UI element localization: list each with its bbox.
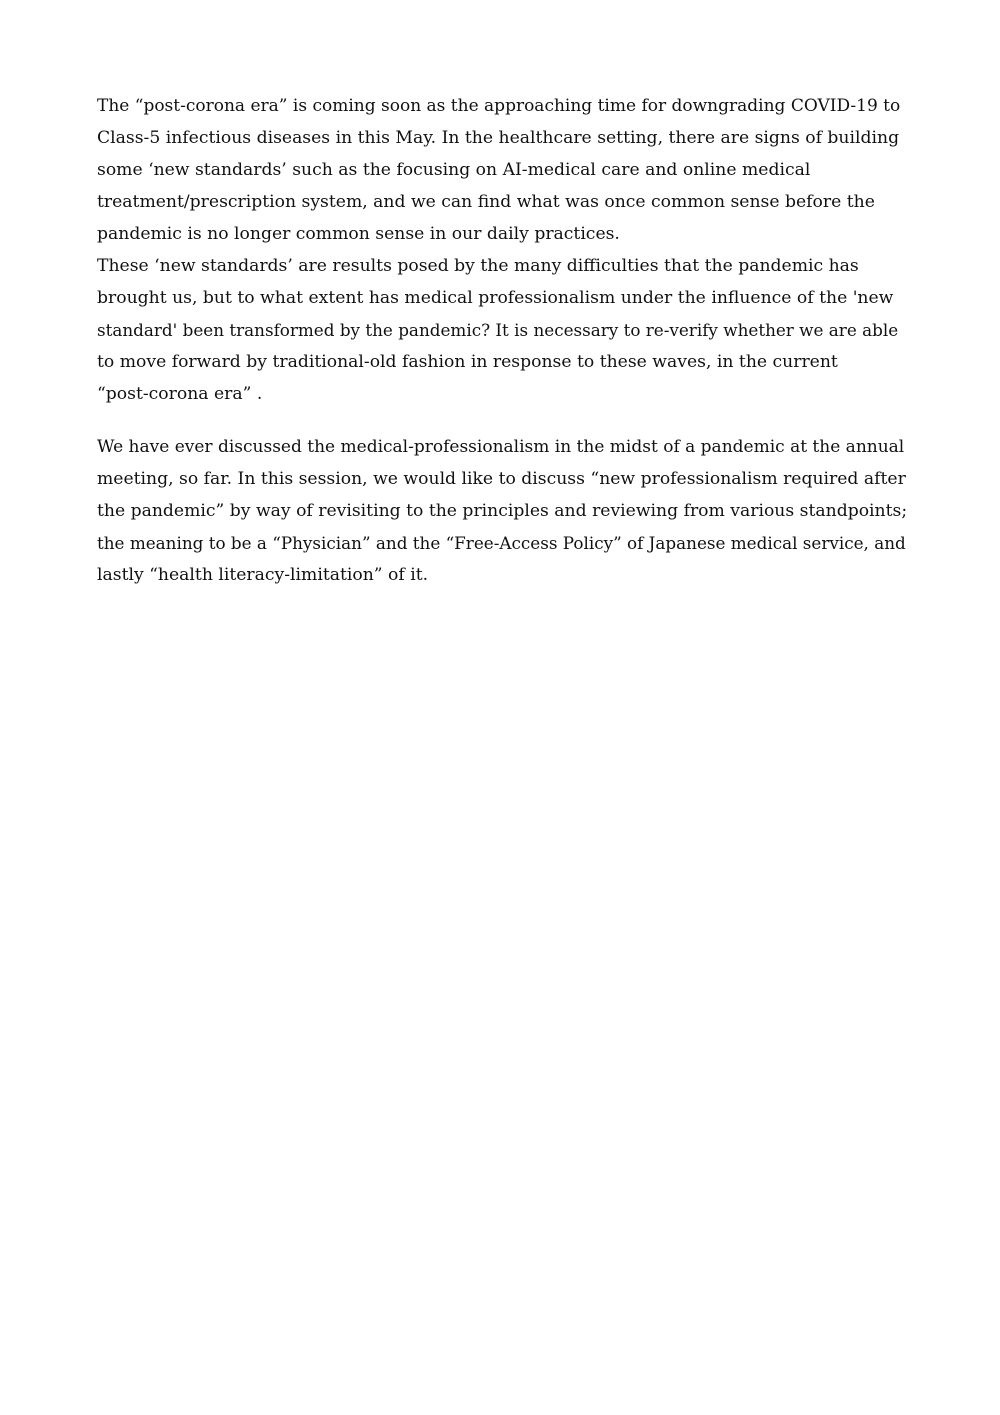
text-line: the pandemic” by way of revisiting to the principles and reviewing from various standpoints; xyxy=(97,501,908,521)
text-line: The “post-corona era” is coming soon as the approaching time for downgrading COVID-19 to xyxy=(97,96,901,116)
text-line: lastly “health literacy-limitation” of it. xyxy=(97,565,429,585)
text-line: standard' been transformed by the pandemic? It is necessary to re-verify whether we are able xyxy=(97,320,899,340)
text-line: These ‘new standards’ are results posed by the many difficulties that the pandemic has xyxy=(97,256,859,276)
document-body xyxy=(97,90,907,591)
text-line: to move forward by traditional-old fashion in response to these waves, in the current xyxy=(97,352,838,372)
text-line: the meaning to be a “Physician” and the “Free-Access Policy” of Japanese medical service, and xyxy=(97,533,906,553)
text-line: meeting, so far. In this session, we would like to discuss “new professionalism required after xyxy=(97,469,906,489)
text-line: treatment/prescription system, and we can find what was once common sense before the xyxy=(97,192,875,212)
paragraph-2 xyxy=(97,431,907,591)
text-line: pandemic is no longer common sense in our daily practices. xyxy=(97,224,620,244)
text-line: We have ever discussed the medical-professionalism in the midst of a pandemic at the annual xyxy=(97,437,905,457)
paragraph-1 xyxy=(97,90,907,410)
text-line: some ‘new standards’ such as the focusing on AI-medical care and online medical xyxy=(97,160,811,180)
text-line: brought us, but to what extent has medical professionalism under the influence of the 'new xyxy=(97,288,894,308)
text-line: Class-5 infectious diseases in this May. In the healthcare setting, there are signs of building xyxy=(97,128,900,148)
text-line: “post-corona era” . xyxy=(97,384,263,404)
